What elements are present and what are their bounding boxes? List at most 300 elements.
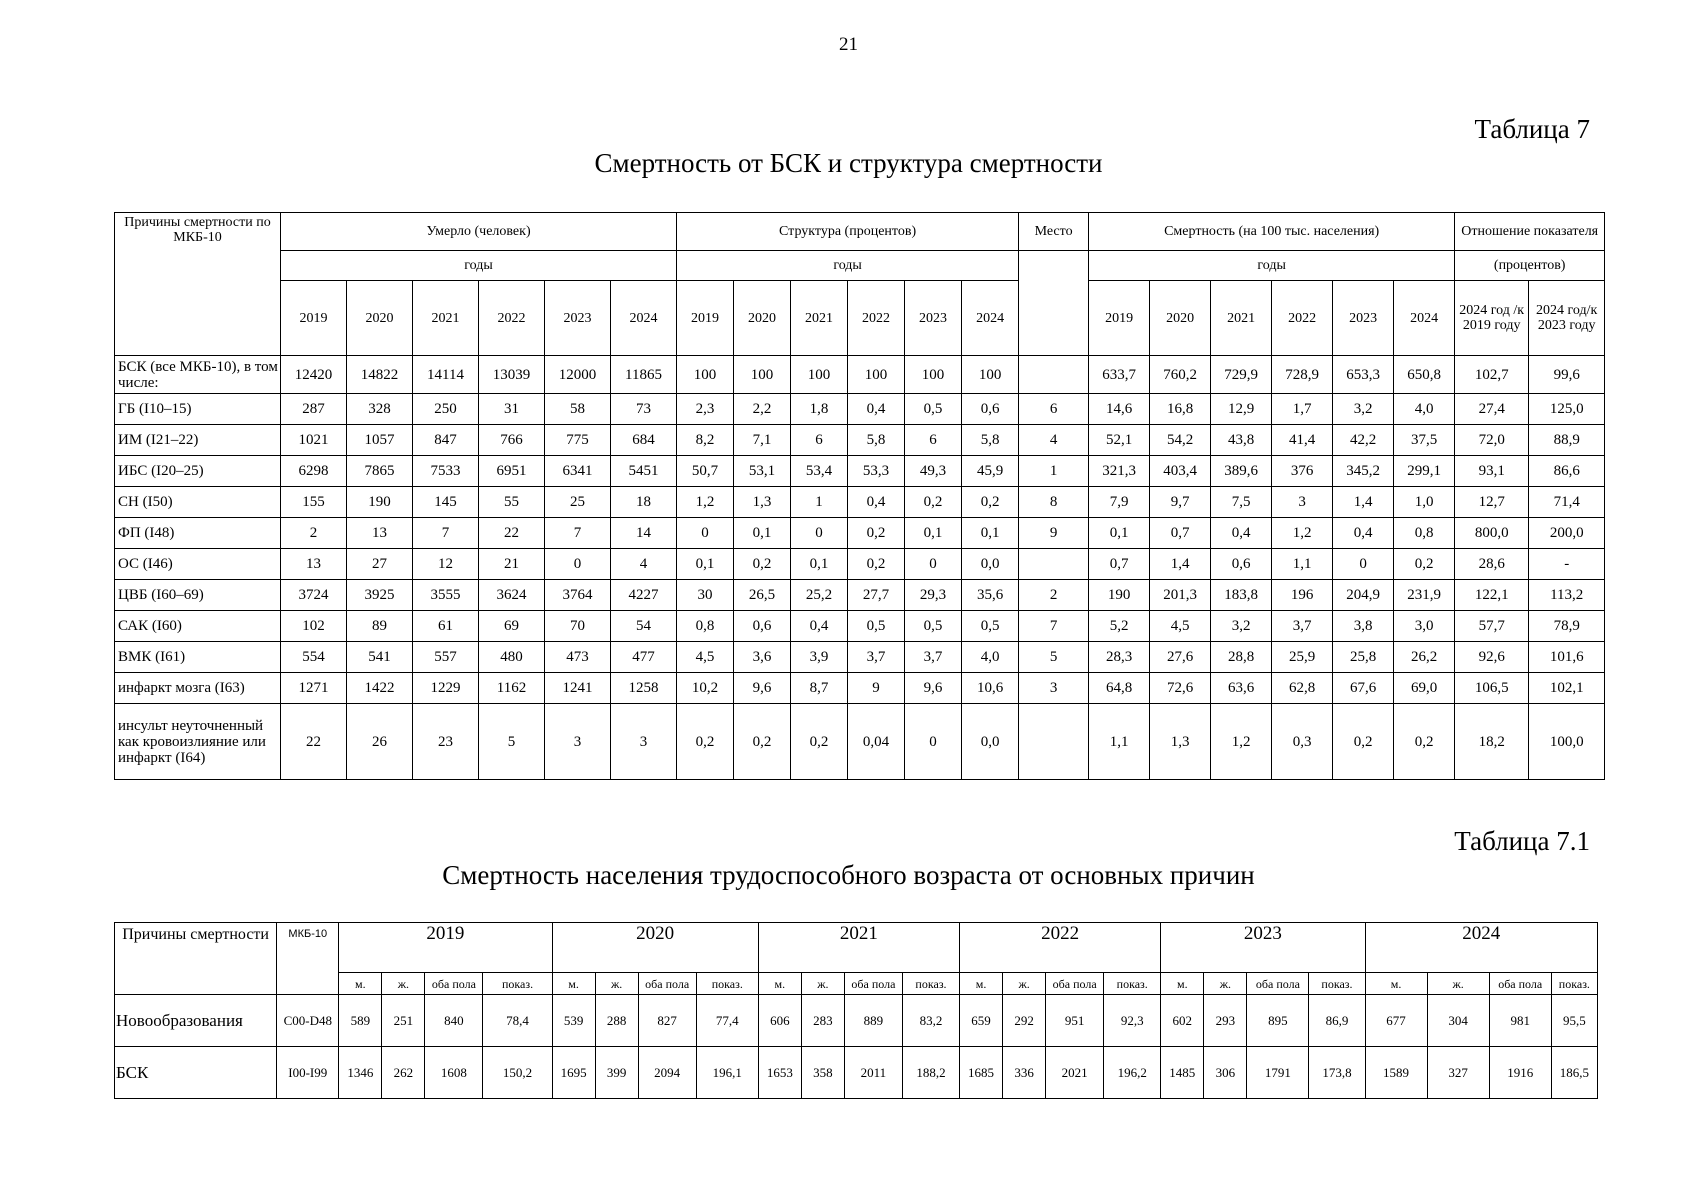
table-row: [115, 642, 1605, 673]
year-header: 2024: [962, 281, 1019, 356]
year-header: 2019: [339, 923, 552, 973]
died-cell: 7: [413, 518, 479, 549]
died-cell: 69: [479, 611, 545, 642]
died-cell: 3: [611, 704, 677, 780]
value-cell: 2094: [638, 1047, 696, 1099]
died-cell: 541: [347, 642, 413, 673]
died-cell: 1271: [281, 673, 347, 704]
mortality-cell: 3,2: [1211, 611, 1272, 642]
structure-cell: 0,2: [677, 704, 734, 780]
mortality-cell: 4,5: [1150, 611, 1211, 642]
mortality-cell: 321,3: [1089, 456, 1150, 487]
year-header: 2019: [1089, 281, 1150, 356]
value-cell: 77,4: [696, 995, 758, 1047]
year-header: 2022: [960, 923, 1161, 973]
mortality-cell: 14,6: [1089, 394, 1150, 425]
died-cell: 6298: [281, 456, 347, 487]
mortality-cell: 16,8: [1150, 394, 1211, 425]
ratio-cell: 113,2: [1529, 580, 1605, 611]
mortality-cell: 63,6: [1211, 673, 1272, 704]
structure-cell: 25,2: [791, 580, 848, 611]
mortality-cell: 0,2: [1394, 549, 1455, 580]
value-cell: 659: [960, 995, 1003, 1047]
year-header: 2021: [1211, 281, 1272, 356]
died-cell: 1162: [479, 673, 545, 704]
died-cell: 27: [347, 549, 413, 580]
structure-cell: 100: [848, 356, 905, 394]
cause-cell: БСК: [115, 1047, 277, 1099]
died-cell: 775: [545, 425, 611, 456]
value-cell: 1589: [1365, 1047, 1427, 1099]
table-7-label: Таблица 7: [1474, 114, 1590, 144]
year-header: 2023: [905, 281, 962, 356]
mortality-cell: 231,9: [1394, 580, 1455, 611]
sub-header: оба пола: [1489, 973, 1551, 995]
year-header: 2021: [413, 281, 479, 356]
structure-cell: 27,7: [848, 580, 905, 611]
sub-header: показ.: [696, 973, 758, 995]
value-cell: 1608: [425, 1047, 483, 1099]
died-cell: 14822: [347, 356, 413, 394]
years-label: годы: [677, 251, 1019, 281]
died-cell: 5: [479, 704, 545, 780]
mortality-cell: 25,9: [1272, 642, 1333, 673]
sub-header: оба пола: [1247, 973, 1309, 995]
mortality-cell: 5,2: [1089, 611, 1150, 642]
place-cell: 2: [1019, 580, 1089, 611]
structure-cell: 1,3: [734, 487, 791, 518]
died-cell: 89: [347, 611, 413, 642]
structure-cell: 0,0: [962, 704, 1019, 780]
table-row: [115, 518, 1605, 549]
ratio-cell: 88,9: [1529, 425, 1605, 456]
mortality-cell: 653,3: [1333, 356, 1394, 394]
died-cell: 5451: [611, 456, 677, 487]
table-row: [115, 456, 1605, 487]
ratio-col-header: 2024 год/к 2023 году: [1529, 281, 1605, 356]
sub-header: ж.: [1003, 973, 1046, 995]
cause-cell: ОС (I46): [115, 549, 281, 580]
structure-cell: 4,0: [962, 642, 1019, 673]
place-cell: [1019, 549, 1089, 580]
table-row: [115, 425, 1605, 456]
died-cell: 22: [479, 518, 545, 549]
year-header: 2020: [347, 281, 413, 356]
value-cell: 1346: [339, 1047, 382, 1099]
died-cell: 12: [413, 549, 479, 580]
value-cell: 1695: [552, 1047, 595, 1099]
structure-cell: 5,8: [848, 425, 905, 456]
died-cell: 14114: [413, 356, 479, 394]
died-cell: 13: [281, 549, 347, 580]
ratio-cell: 72,0: [1455, 425, 1529, 456]
sub-header: ж.: [801, 973, 844, 995]
ratio-cell: 800,0: [1455, 518, 1529, 549]
value-cell: 606: [758, 995, 801, 1047]
sub-header: оба пола: [844, 973, 902, 995]
died-cell: 4227: [611, 580, 677, 611]
mortality-cell: 0,1: [1089, 518, 1150, 549]
cause-cell: ЦВБ (I60–69): [115, 580, 281, 611]
mortality-cell: 67,6: [1333, 673, 1394, 704]
mortality-cell: 72,6: [1150, 673, 1211, 704]
sub-header: м.: [552, 973, 595, 995]
died-cell: 766: [479, 425, 545, 456]
mortality-cell: 376: [1272, 456, 1333, 487]
ratio-cell: 102,7: [1455, 356, 1529, 394]
mkb-cell: C00-D48: [277, 995, 339, 1047]
died-cell: 18: [611, 487, 677, 518]
value-cell: 173,8: [1309, 1047, 1365, 1099]
structure-cell: 0: [791, 518, 848, 549]
causes-header: Причины смертности: [115, 923, 277, 995]
structure-cell: 100: [791, 356, 848, 394]
died-cell: 70: [545, 611, 611, 642]
sub-header: м.: [1161, 973, 1204, 995]
year-header: 2023: [1161, 923, 1365, 973]
mortality-cell: 729,9: [1211, 356, 1272, 394]
ratio-cell: 86,6: [1529, 456, 1605, 487]
value-cell: 589: [339, 995, 382, 1047]
structure-cell: 0,4: [848, 487, 905, 518]
header-row: [115, 281, 1605, 356]
table-row: [115, 1047, 1598, 1099]
mkb-header: МКБ-10: [277, 923, 339, 995]
mortality-cell: 7,5: [1211, 487, 1272, 518]
structure-cell: 0,2: [791, 704, 848, 780]
value-cell: 2011: [844, 1047, 902, 1099]
mortality-cell: 1,7: [1272, 394, 1333, 425]
structure-cell: 2,2: [734, 394, 791, 425]
died-cell: 4: [611, 549, 677, 580]
structure-cell: 0,6: [734, 611, 791, 642]
died-cell: 102: [281, 611, 347, 642]
years-label: годы: [281, 251, 677, 281]
structure-cell: 10,6: [962, 673, 1019, 704]
value-cell: 827: [638, 995, 696, 1047]
structure-cell: 9: [848, 673, 905, 704]
ratio-cell: 106,5: [1455, 673, 1529, 704]
died-cell: 3764: [545, 580, 611, 611]
year-header: 2020: [552, 923, 758, 973]
mortality-cell: 1,4: [1333, 487, 1394, 518]
structure-cell: 53,1: [734, 456, 791, 487]
died-cell: 21: [479, 549, 545, 580]
table-row: [115, 356, 1605, 394]
mortality-cell: 196: [1272, 580, 1333, 611]
died-cell: 54: [611, 611, 677, 642]
year-header: 2023: [1333, 281, 1394, 356]
mortality-cell: 3,0: [1394, 611, 1455, 642]
mortality-cell: 204,9: [1333, 580, 1394, 611]
died-cell: 684: [611, 425, 677, 456]
structure-cell: 100: [962, 356, 1019, 394]
died-cell: 190: [347, 487, 413, 518]
year-header: 2022: [479, 281, 545, 356]
mortality-cell: 633,7: [1089, 356, 1150, 394]
mortality-cell: 69,0: [1394, 673, 1455, 704]
died-cell: 13039: [479, 356, 545, 394]
mortality-cell: 1,2: [1211, 704, 1272, 780]
mortality-cell: 7,9: [1089, 487, 1150, 518]
cause-cell: САК (I60): [115, 611, 281, 642]
mortality-cell: 3: [1272, 487, 1333, 518]
structure-cell: 5,8: [962, 425, 1019, 456]
mortality-cell: 27,6: [1150, 642, 1211, 673]
died-cell: 6341: [545, 456, 611, 487]
year-header: 2022: [1272, 281, 1333, 356]
mortality-cell: 42,2: [1333, 425, 1394, 456]
mortality-cell: 1,1: [1272, 549, 1333, 580]
value-cell: 336: [1003, 1047, 1046, 1099]
died-cell: 155: [281, 487, 347, 518]
mortality-cell: 299,1: [1394, 456, 1455, 487]
year-header: 2020: [734, 281, 791, 356]
mortality-cell: 0,2: [1333, 704, 1394, 780]
mortality-cell: 0,3: [1272, 704, 1333, 780]
ratio-cell: 57,7: [1455, 611, 1529, 642]
ratio-col-header: 2024 год /к 2019 году: [1455, 281, 1529, 356]
mortality-cell: 3,7: [1272, 611, 1333, 642]
value-cell: 283: [801, 995, 844, 1047]
header-row: [115, 213, 1605, 251]
died-cell: 1258: [611, 673, 677, 704]
value-cell: 188,2: [902, 1047, 959, 1099]
died-cell: 554: [281, 642, 347, 673]
place-cell: 3: [1019, 673, 1089, 704]
table-7-1-title: Смертность населения трудоспособного возраста от основных причин: [442, 860, 1255, 890]
died-cell: 26: [347, 704, 413, 780]
structure-cell: 0,1: [677, 549, 734, 580]
structure-cell: 0,1: [905, 518, 962, 549]
cause-cell: БСК (все МКБ-10), в том числе:: [115, 356, 281, 394]
year-header: 2019: [677, 281, 734, 356]
structure-cell: 0,1: [791, 549, 848, 580]
value-cell: 293: [1204, 995, 1247, 1047]
sub-header: оба пола: [1046, 973, 1104, 995]
mortality-cell: 1,4: [1150, 549, 1211, 580]
sub-header: показ.: [902, 973, 959, 995]
percent-label: (процентов): [1455, 251, 1605, 281]
value-cell: 1791: [1247, 1047, 1309, 1099]
mortality-cell: 64,8: [1089, 673, 1150, 704]
structure-cell: 3,9: [791, 642, 848, 673]
structure-cell: 100: [905, 356, 962, 394]
sub-header: ж.: [382, 973, 425, 995]
died-cell: 61: [413, 611, 479, 642]
structure-cell: 0: [905, 549, 962, 580]
died-cell: 11865: [611, 356, 677, 394]
mkb-cell: I00-I99: [277, 1047, 339, 1099]
ratio-cell: 71,4: [1529, 487, 1605, 518]
structure-cell: 0,8: [677, 611, 734, 642]
structure-cell: 0,0: [962, 549, 1019, 580]
structure-cell: 0: [905, 704, 962, 780]
value-cell: 358: [801, 1047, 844, 1099]
cause-cell: Новообразования: [115, 995, 277, 1047]
structure-cell: 3,7: [905, 642, 962, 673]
year-header: 2019: [281, 281, 347, 356]
mortality-cell: 43,8: [1211, 425, 1272, 456]
value-cell: 288: [595, 995, 638, 1047]
died-cell: 6951: [479, 456, 545, 487]
mortality-header: Смертность (на 100 тыс. населения): [1089, 213, 1455, 251]
mortality-cell: 0,8: [1394, 518, 1455, 549]
mortality-cell: 190: [1089, 580, 1150, 611]
structure-cell: 4,5: [677, 642, 734, 673]
died-cell: 14: [611, 518, 677, 549]
mortality-cell: 0,4: [1211, 518, 1272, 549]
table-row: [115, 580, 1605, 611]
structure-cell: 0,5: [962, 611, 1019, 642]
mortality-cell: 389,6: [1211, 456, 1272, 487]
structure-cell: 0,5: [905, 611, 962, 642]
died-cell: 847: [413, 425, 479, 456]
mortality-cell: 3,2: [1333, 394, 1394, 425]
died-cell: 3624: [479, 580, 545, 611]
mortality-cell: 9,7: [1150, 487, 1211, 518]
cause-cell: инсульт неуточненный как кровоизлияние или инфаркт (I64): [115, 704, 281, 780]
table-row: [115, 549, 1605, 580]
mortality-cell: 0,7: [1089, 549, 1150, 580]
died-cell: 55: [479, 487, 545, 518]
mortality-cell: 760,2: [1150, 356, 1211, 394]
died-cell: 1241: [545, 673, 611, 704]
died-cell: 58: [545, 394, 611, 425]
value-cell: 251: [382, 995, 425, 1047]
value-cell: 840: [425, 995, 483, 1047]
cause-cell: СН (I50): [115, 487, 281, 518]
died-cell: 25: [545, 487, 611, 518]
value-cell: 889: [844, 995, 902, 1047]
died-cell: 477: [611, 642, 677, 673]
died-cell: 557: [413, 642, 479, 673]
mortality-cell: 183,8: [1211, 580, 1272, 611]
mortality-cell: 28,3: [1089, 642, 1150, 673]
structure-cell: 9,6: [905, 673, 962, 704]
value-cell: 262: [382, 1047, 425, 1099]
sub-header: оба пола: [425, 973, 483, 995]
ratio-cell: 28,6: [1455, 549, 1529, 580]
ratio-cell: 27,4: [1455, 394, 1529, 425]
year-header: 2021: [791, 281, 848, 356]
value-cell: 78,4: [483, 995, 552, 1047]
table-7-title: Смертность от БСК и структура смертности: [594, 148, 1103, 178]
cause-cell: ФП (I48): [115, 518, 281, 549]
cause-cell: ИМ (I21–22): [115, 425, 281, 456]
place-cell: 4: [1019, 425, 1089, 456]
value-cell: 304: [1427, 995, 1489, 1047]
structure-cell: 0,4: [848, 394, 905, 425]
place-cell: [1019, 356, 1089, 394]
died-cell: 1229: [413, 673, 479, 704]
structure-cell: 0,4: [791, 611, 848, 642]
ratio-cell: 100,0: [1529, 704, 1605, 780]
value-cell: 895: [1247, 995, 1309, 1047]
place-cell: 7: [1019, 611, 1089, 642]
mortality-cell: 26,2: [1394, 642, 1455, 673]
cause-cell: ИБС (I20–25): [115, 456, 281, 487]
causes-header: Причины смертности по МКБ-10: [115, 213, 281, 356]
died-cell: 31: [479, 394, 545, 425]
structure-cell: 35,6: [962, 580, 1019, 611]
died-cell: 1422: [347, 673, 413, 704]
value-cell: 1916: [1489, 1047, 1551, 1099]
died-cell: 287: [281, 394, 347, 425]
died-cell: 1021: [281, 425, 347, 456]
structure-cell: 49,3: [905, 456, 962, 487]
died-cell: 12420: [281, 356, 347, 394]
died-cell: 480: [479, 642, 545, 673]
header-row: [115, 923, 1598, 973]
value-cell: 83,2: [902, 995, 959, 1047]
mortality-cell: 0,6: [1211, 549, 1272, 580]
sub-header: показ.: [1551, 973, 1597, 995]
table-7-1: [114, 922, 1598, 1099]
structure-cell: 10,2: [677, 673, 734, 704]
year-header: 2024: [1394, 281, 1455, 356]
ratio-cell: 99,6: [1529, 356, 1605, 394]
died-cell: 473: [545, 642, 611, 673]
died-cell: 3724: [281, 580, 347, 611]
ratio-cell: 101,6: [1529, 642, 1605, 673]
structure-cell: 0,6: [962, 394, 1019, 425]
ratio-cell: -: [1529, 549, 1605, 580]
header-row: [115, 251, 1605, 281]
value-cell: 602: [1161, 995, 1204, 1047]
mortality-cell: 728,9: [1272, 356, 1333, 394]
structure-cell: 45,9: [962, 456, 1019, 487]
cause-cell: инфаркт мозга (I63): [115, 673, 281, 704]
value-cell: 86,9: [1309, 995, 1365, 1047]
died-cell: 12000: [545, 356, 611, 394]
structure-cell: 53,3: [848, 456, 905, 487]
structure-cell: 29,3: [905, 580, 962, 611]
ratio-cell: 122,1: [1455, 580, 1529, 611]
value-cell: 196,2: [1104, 1047, 1161, 1099]
place-spacer: [1019, 251, 1089, 356]
structure-cell: 0,2: [905, 487, 962, 518]
structure-cell: 0,2: [848, 518, 905, 549]
ratio-cell: 93,1: [1455, 456, 1529, 487]
place-cell: 1: [1019, 456, 1089, 487]
structure-cell: 0,2: [962, 487, 1019, 518]
ratio-cell: 200,0: [1529, 518, 1605, 549]
value-cell: 327: [1427, 1047, 1489, 1099]
ratio-cell: 92,6: [1455, 642, 1529, 673]
mortality-cell: 201,3: [1150, 580, 1211, 611]
sub-header: м.: [1365, 973, 1427, 995]
value-cell: 306: [1204, 1047, 1247, 1099]
sub-header: ж.: [1204, 973, 1247, 995]
sub-header: ж.: [595, 973, 638, 995]
place-cell: [1019, 704, 1089, 780]
table-row: [115, 673, 1605, 704]
died-cell: 3555: [413, 580, 479, 611]
ratio-header: Отношение показателя: [1455, 213, 1605, 251]
value-cell: 1685: [960, 1047, 1003, 1099]
value-cell: 399: [595, 1047, 638, 1099]
mortality-cell: 0,4: [1333, 518, 1394, 549]
mortality-cell: 0,7: [1150, 518, 1211, 549]
mortality-cell: 52,1: [1089, 425, 1150, 456]
structure-cell: 8,7: [791, 673, 848, 704]
sub-header: м.: [339, 973, 382, 995]
structure-cell: 1,2: [677, 487, 734, 518]
year-header: 2024: [611, 281, 677, 356]
died-cell: 250: [413, 394, 479, 425]
structure-cell: 7,1: [734, 425, 791, 456]
